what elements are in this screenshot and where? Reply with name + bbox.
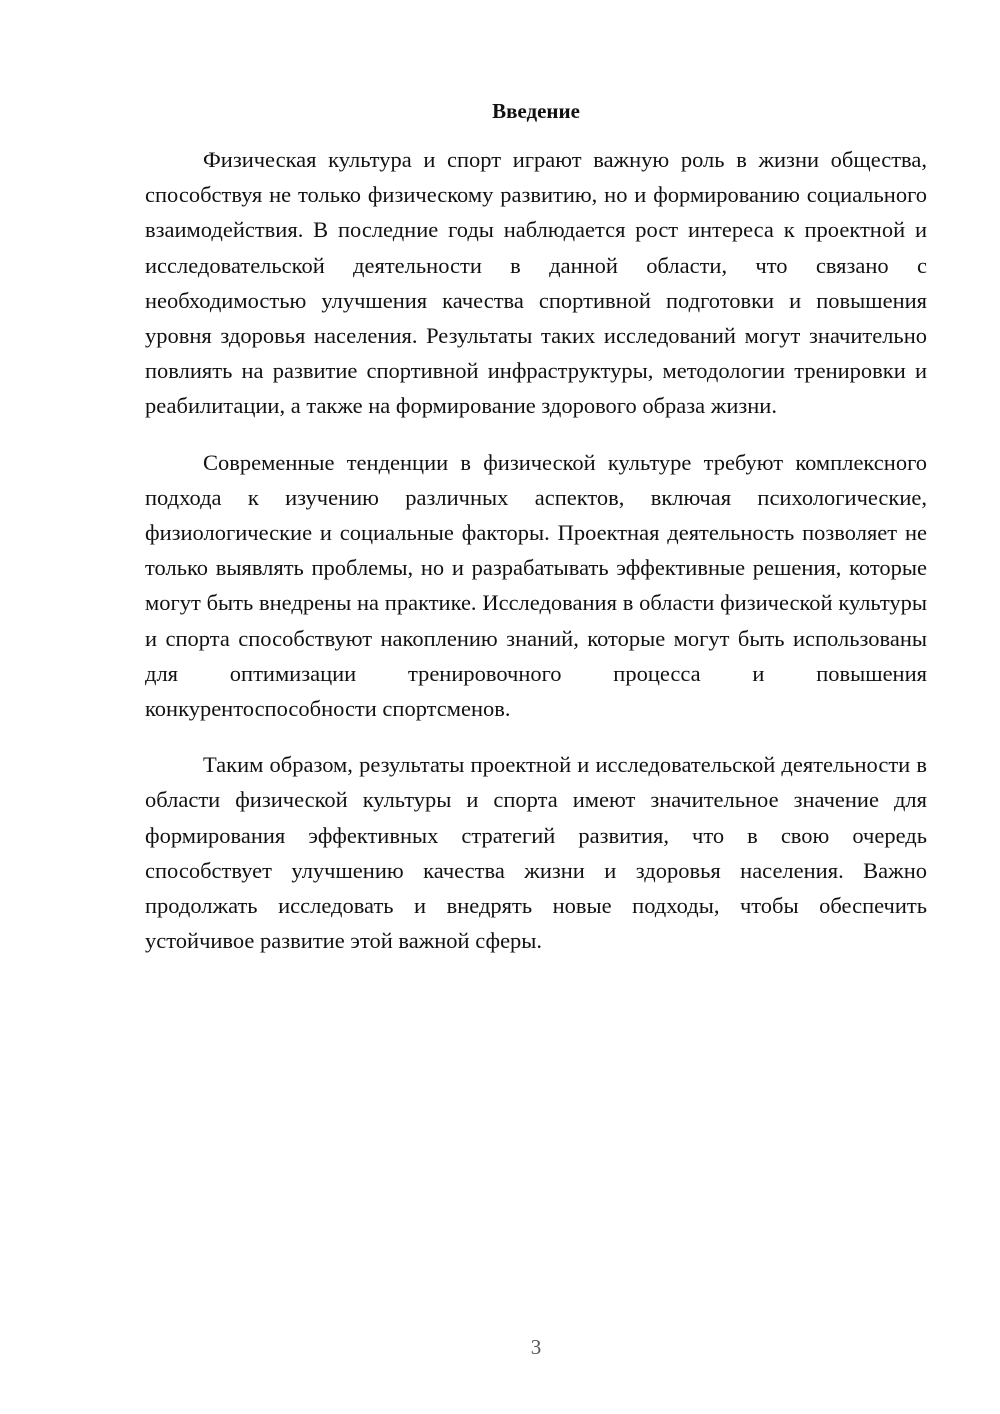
paragraph-3: Таким образом, результаты проектной и исследовательской деятельности в области физической культуры и спорта имеют значительное значение для формирования эффективных стратегий развития, что в свою очередь способствует улучшению качества жизни и здоровья населения. Важно продолжать исследовать и внедрять новые подходы, чтобы обеспечить устойчивое развитие этой важной сферы. [145, 752, 927, 954]
page-number: 3 [530, 1335, 542, 1359]
section-heading: Введение [492, 99, 580, 123]
body-text [145, 142, 927, 979]
paragraph-2: Современные тенденции в физической культуре требуют комплексного подхода к изучению различных аспектов, включая психологические, физиологические и социальные факторы. Проектная деятельность позволяет не только выявлять проблемы, но и разрабатывать эффективные решения, которые могут быть внедрены на практике. Исследования в области физической культуры и спорта способствуют накоплению знаний, которые могут быть использованы для оптимизации тренировочного процесса и повышения конкурентоспособности спортсменов. [145, 449, 927, 722]
paragraph-1: Физическая культура и спорт играют важную роль в жизни общества, способствуя не только физическому развитию, но и формированию социального взаимодействия. В последние годы наблюдается рост интереса к проектной и исследовательской деятельности в данной области, что связано с необходимостью улучшения качества спортивной подготовки и повышения уровня здоровья населения. Результаты таких исследований могут значительно повлиять на развитие спортивной инфраструктуры, методологии тренировки и реабилитации, а также на формирование здорового образа жизни. [145, 147, 927, 419]
